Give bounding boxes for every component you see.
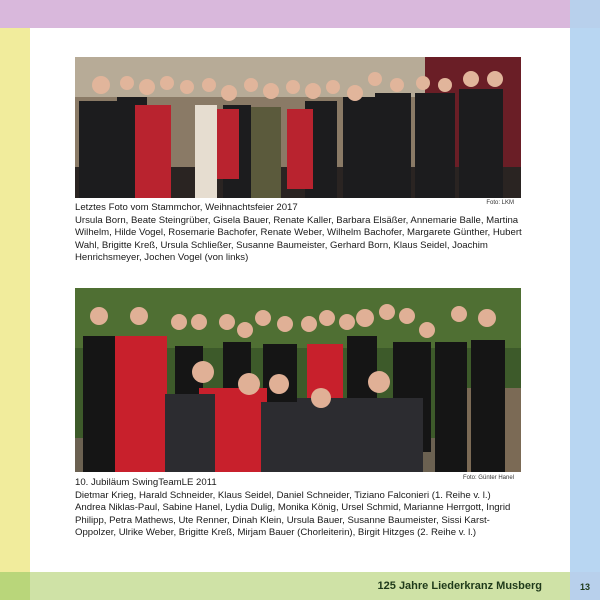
photo2-caption	[75, 477, 523, 540]
photo2-row1-names: Dietmar Krieg, Harald Schneider, Klaus Seidel, Daniel Schneider, Tiziano Falconieri (1. Reihe v. l.)	[75, 489, 491, 501]
top-color-band	[0, 0, 600, 28]
page-number: 13	[579, 582, 590, 592]
photo1-credit: Foto: LKM	[486, 200, 514, 206]
photo2-credit: Foto: Günter Hanel	[462, 475, 514, 481]
left-color-band	[0, 28, 30, 572]
swingteam-group-photo	[75, 288, 521, 472]
right-color-band	[570, 28, 600, 572]
photo1-names: Ursula Born, Beate Steingrüber, Gisela Bauer, Renate Kaller, Barbara Elsäßer, Annemarie Balle, Martina Wilhelm, Hilde Vogel, Rosemarie Bachofer, Renate Weber, Wilhelm Bachofer, Margarete Günther, Hubert Wahl, Brigitte Kreß, Ursula Schließer, Susanne Baumeister, Gerhard Born, Klaus Seidel, Joachim Henrichsmeyer, Jochen Vogel (von links)	[75, 214, 522, 264]
top-right-color-block	[570, 0, 600, 28]
bottom-left-color-block	[0, 572, 30, 600]
photo1-title: Letztes Foto vom Stammchor, Weihnachtsfeier 2017	[75, 202, 298, 213]
photo1-caption	[75, 202, 523, 265]
footer-title: 125 Jahre Liederkranz Musberg	[377, 580, 542, 592]
photo2-title: 10. Jubiläum SwingTeamLE 2011	[75, 477, 217, 488]
photo2-row2-names: Andrea Niklas-Paul, Sabine Hanel, Lydia Dulig, Monika König, Ursel Schmid, Marianne Herrgott, Ingrid Philipp, Petra Mathews, Ute Renner, Dinah Klein, Ursula Bauer, Susanne Baumeister, Sissi Karst-Oppolzer, Ulrike Weber, Brigitte Kreß, Mirjam Bauer (Chorleiterin), Birgit Hitzges (2. Reihe v. l.)	[75, 502, 511, 539]
stammchor-group-photo	[75, 57, 521, 198]
